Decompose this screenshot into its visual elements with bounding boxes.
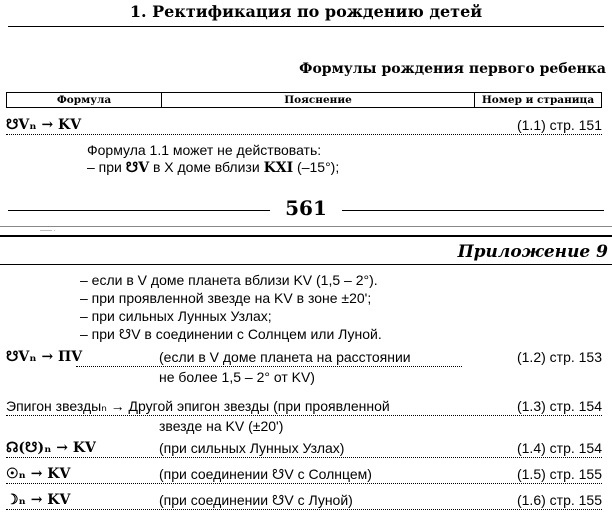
ref-cell: (1.6) стр. 155 bbox=[516, 492, 602, 508]
bullet-item: – при проявленной звезде на KV в зоне ±20'; bbox=[80, 290, 372, 306]
formula-cell: ☽ₙ → KV bbox=[6, 492, 71, 508]
page-number: 561 bbox=[285, 196, 327, 220]
dotted-leader bbox=[6, 483, 602, 484]
page-title: 1. Ректификация по рождению детей bbox=[129, 2, 483, 21]
header-formula: Формула bbox=[7, 93, 162, 108]
ref-cell: (1.2) стр. 153 bbox=[516, 349, 602, 365]
desc-cell: (если в V доме планета на расстоянии bbox=[159, 349, 411, 365]
desc-cell: (при соединении ☋V с Луной) bbox=[159, 492, 353, 508]
page-number-rule-right bbox=[342, 210, 604, 211]
appendix-title: Приложение 9 bbox=[457, 242, 608, 262]
header-ref: Номер и страница bbox=[475, 93, 602, 108]
table-row bbox=[6, 349, 602, 391]
ref-cell: (1.5) стр. 155 bbox=[516, 466, 602, 482]
formula-cell: ☉ₙ → KV bbox=[6, 466, 71, 482]
desc-cell: (при соединении ☋V с Солнцем) bbox=[159, 466, 372, 482]
table-header bbox=[6, 92, 602, 108]
dotted-leader bbox=[6, 415, 602, 416]
note-line-1: Формула 1.1 может не действовать: bbox=[87, 142, 322, 158]
dotted-leader bbox=[6, 457, 602, 458]
separator-mark: —— · bbox=[40, 228, 56, 234]
title-underline bbox=[8, 26, 604, 27]
bullet-item: – если в V доме планета вблизи KV (1,5 – 2°). bbox=[80, 272, 378, 288]
appendix-rule bbox=[0, 264, 612, 265]
header-explanation: Пояснение bbox=[162, 93, 475, 108]
table-row bbox=[6, 398, 602, 440]
appendix-top-rule bbox=[0, 235, 612, 237]
note-line-2: – при ☋V в X доме вблизи KXI (–15°); bbox=[87, 159, 340, 176]
ref-cell: (1.4) стр. 154 bbox=[516, 440, 602, 456]
desc-cell-line2: звезде на KV (±20') bbox=[159, 418, 284, 434]
formula-cell: Эпигон звездыₙ → Другой эпигон звезды (при проявленной bbox=[6, 398, 390, 414]
dotted-leader bbox=[6, 134, 602, 135]
section-subtitle: Формулы рождения первого ребенка bbox=[299, 61, 606, 77]
table-row bbox=[6, 466, 602, 488]
formula-cell: ☋Vₙ → KV bbox=[6, 117, 82, 133]
ref-cell: (1.1) стр. 151 bbox=[516, 117, 602, 133]
formula-cell: ☋Vₙ → ПV bbox=[6, 349, 83, 365]
bullet-item: – при сильных Лунных Узлах; bbox=[80, 308, 272, 324]
dotted-leader bbox=[6, 509, 602, 510]
table-row bbox=[6, 492, 602, 514]
table-row bbox=[6, 117, 602, 139]
desc-cell: (при сильных Лунных Узлах) bbox=[159, 440, 345, 456]
dotted-leader bbox=[76, 366, 462, 367]
bullet-item: – при ☋V в соединении с Солнцем или Луной. bbox=[80, 326, 382, 342]
desc-cell-line2: не более 1,5 – 2° от KV) bbox=[159, 369, 315, 385]
ref-cell: (1.3) стр. 154 bbox=[516, 398, 602, 414]
table-row bbox=[6, 440, 602, 462]
formula-cell: ☊(☋)ₙ → KV bbox=[6, 440, 96, 456]
